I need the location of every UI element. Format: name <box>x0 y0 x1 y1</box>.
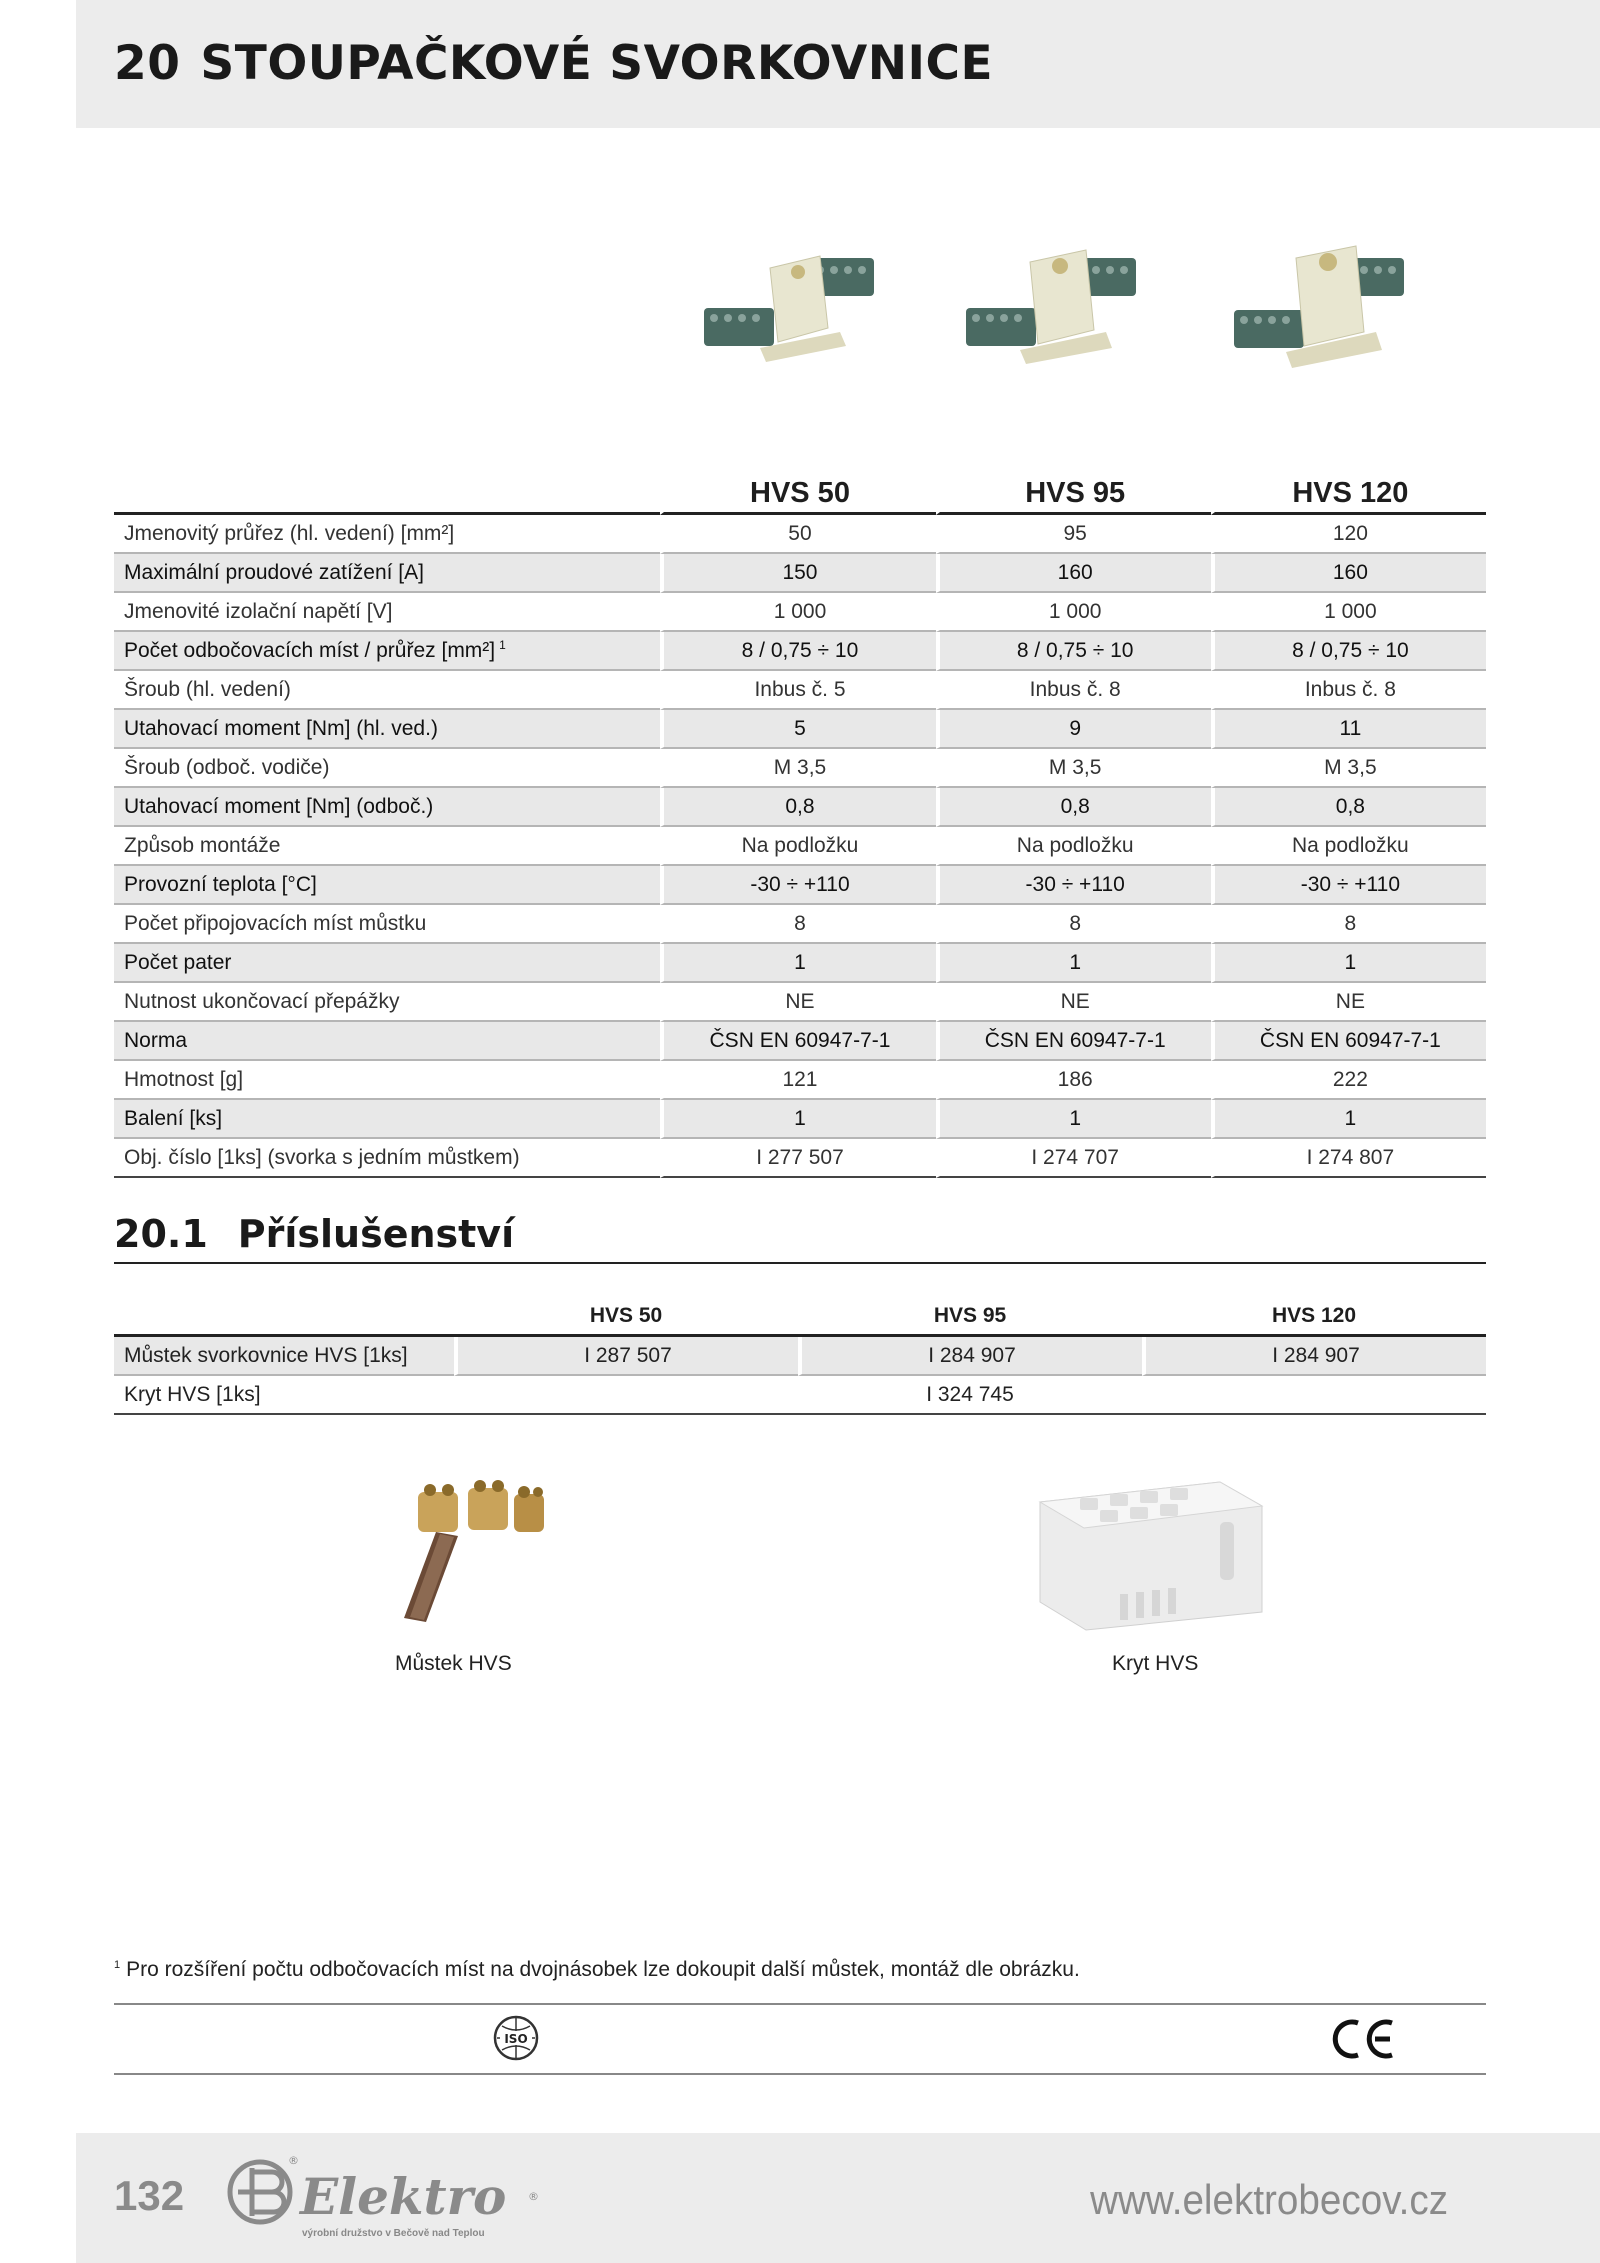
cell-value: 150 <box>660 554 935 593</box>
cell-value: Na podložku <box>936 827 1211 866</box>
table-row <box>114 1100 1486 1139</box>
certification-bar <box>114 2003 1486 2075</box>
terminal-block-icon <box>966 250 1136 364</box>
svg-text:®: ® <box>288 2154 299 2167</box>
table-row <box>114 1061 1486 1100</box>
row-label: Kryt HVS [1ks] <box>114 1376 454 1415</box>
cell-value: 50 <box>660 515 935 554</box>
row-label <box>114 632 660 671</box>
cell-value: 8 / 0,75 ÷ 10 <box>660 632 935 671</box>
cell-value: Inbus č. 8 <box>1211 671 1486 710</box>
svg-text:®: ® <box>528 2190 539 2203</box>
cell-value: 121 <box>660 1061 935 1100</box>
row-label: Utahovací moment [Nm] (odboč.) <box>114 788 660 827</box>
product-image-hvs-95 <box>962 238 1142 378</box>
bridge-caption: Můstek HVS <box>395 1652 512 1675</box>
cell-value: 1 <box>936 1100 1211 1139</box>
cell-value: 8 <box>660 905 935 944</box>
terminal-block-icon <box>1234 246 1404 368</box>
cell-value: I 324 745 <box>454 1376 1486 1415</box>
spec-header-blank <box>114 470 660 515</box>
table-row <box>114 710 1486 749</box>
cell-value: NE <box>1211 983 1486 1022</box>
cell-value: I 274 707 <box>936 1139 1211 1178</box>
row-label: Počet pater <box>114 944 660 983</box>
cell-value: 222 <box>1211 1061 1486 1100</box>
product-image-hvs-120 <box>1230 238 1410 378</box>
table-row <box>114 1022 1486 1061</box>
spec-table <box>114 470 1486 1178</box>
column-header-hvs-50: HVS 50 <box>454 1298 798 1337</box>
column-header-hvs-95: HVS 95 <box>798 1298 1142 1337</box>
cell-value: -30 ÷ +110 <box>1211 866 1486 905</box>
footnote-marker: 1 <box>114 1959 121 1971</box>
row-label-text: Počet odbočovacích míst / průřez [mm²] <box>124 639 496 662</box>
table-row <box>114 515 1486 554</box>
cell-value: 1 000 <box>660 593 935 632</box>
row-label: Můstek svorkovnice HVS [1ks] <box>114 1337 454 1376</box>
cell-value: M 3,5 <box>936 749 1211 788</box>
cell-value: I 284 907 <box>798 1337 1142 1376</box>
page-number: 132 <box>114 2172 185 2219</box>
column-header-hvs-120: HVS 120 <box>1211 470 1486 515</box>
table-row <box>114 1376 1486 1415</box>
section-title-text: Příslušenství <box>237 1212 515 1256</box>
accessories-header-blank <box>114 1298 454 1337</box>
section-number: 20.1 <box>114 1212 208 1256</box>
column-header-hvs-50: HVS 50 <box>660 470 935 515</box>
cell-value: 1 <box>660 1100 935 1139</box>
cell-value: 186 <box>936 1061 1211 1100</box>
website-link[interactable]: www.elektrobecov.cz <box>1090 2176 1448 2223</box>
bridge-image <box>396 1462 556 1632</box>
column-header-hvs-95: HVS 95 <box>936 470 1211 515</box>
terminal-block-icon <box>704 256 874 362</box>
cell-value: 1 000 <box>936 593 1211 632</box>
row-label: Šroub (hl. vedení) <box>114 671 660 710</box>
cover-icon <box>1040 1482 1262 1630</box>
cell-value: I 274 807 <box>1211 1139 1486 1178</box>
cell-value: 1 <box>1211 1100 1486 1139</box>
table-row <box>114 944 1486 983</box>
cell-value: ČSN EN 60947-7-1 <box>1211 1022 1486 1061</box>
table-row <box>114 554 1486 593</box>
accessories-table <box>114 1298 1486 1415</box>
cover-caption: Kryt HVS <box>1112 1652 1199 1675</box>
cell-value: 95 <box>936 515 1211 554</box>
row-label: Norma <box>114 1022 660 1061</box>
accessories-header-row <box>114 1298 1486 1337</box>
logo-wordmark: Elektro <box>300 2167 507 2226</box>
table-row <box>114 671 1486 710</box>
cell-value: Na podložku <box>660 827 935 866</box>
cell-value: ČSN EN 60947-7-1 <box>936 1022 1211 1061</box>
cell-value: NE <box>936 983 1211 1022</box>
iso-label: ISO <box>504 2032 528 2046</box>
row-label: Hmotnost [g] <box>114 1061 660 1100</box>
cover-image <box>1030 1462 1270 1634</box>
cell-value: 0,8 <box>1211 788 1486 827</box>
row-label: Šroub (odboč. vodiče) <box>114 749 660 788</box>
cell-value: 1 000 <box>1211 593 1486 632</box>
cell-value: ČSN EN 60947-7-1 <box>660 1022 935 1061</box>
iso-icon <box>492 2014 540 2062</box>
footnote <box>114 1958 1080 1982</box>
table-row <box>114 632 1486 671</box>
table-row <box>114 788 1486 827</box>
logo-tagline: výrobní družstvo v Bečově nad Teplou <box>302 2228 485 2239</box>
chapter-title <box>114 36 993 91</box>
product-image-hvs-50 <box>700 238 880 378</box>
table-row <box>114 1337 1486 1376</box>
table-row <box>114 1139 1486 1178</box>
cell-value: M 3,5 <box>660 749 935 788</box>
cell-value: 160 <box>1211 554 1486 593</box>
cell-value: M 3,5 <box>1211 749 1486 788</box>
row-label: Jmenovitý průřez (hl. vedení) [mm²] <box>114 515 660 554</box>
table-row <box>114 749 1486 788</box>
cell-value: NE <box>660 983 935 1022</box>
eb-monogram-icon <box>230 2154 299 2222</box>
cell-value: Na podložku <box>1211 827 1486 866</box>
cell-value: Inbus č. 5 <box>660 671 935 710</box>
row-label: Utahovací moment [Nm] (hl. ved.) <box>114 710 660 749</box>
cell-value: 8 / 0,75 ÷ 10 <box>936 632 1211 671</box>
cell-value: 160 <box>936 554 1211 593</box>
cell-value: I 277 507 <box>660 1139 935 1178</box>
cell-value: 1 <box>1211 944 1486 983</box>
row-label: Jmenovité izolační napětí [V] <box>114 593 660 632</box>
footnote-marker: 1 <box>499 638 506 652</box>
table-row <box>114 983 1486 1022</box>
bridge-icon <box>404 1480 544 1622</box>
cell-value: 8 <box>936 905 1211 944</box>
cell-value: 9 <box>936 710 1211 749</box>
row-label: Nutnost ukončovací přepážky <box>114 983 660 1022</box>
section-title <box>114 1212 1486 1264</box>
row-label: Balení [ks] <box>114 1100 660 1139</box>
ce-mark-icon <box>1328 2017 1398 2061</box>
cell-value: 5 <box>660 710 935 749</box>
cell-value: Inbus č. 8 <box>936 671 1211 710</box>
table-row <box>114 866 1486 905</box>
chapter-title-text: STOUPAČKOVÉ SVORKOVNICE <box>200 36 994 91</box>
spec-header-row <box>114 470 1486 515</box>
cell-value: I 287 507 <box>454 1337 798 1376</box>
cell-value: 1 <box>660 944 935 983</box>
row-label: Maximální proudové zatížení [A] <box>114 554 660 593</box>
cell-value: 120 <box>1211 515 1486 554</box>
row-label: Obj. číslo [1ks] (svorka s jedním můstkem) <box>114 1139 660 1178</box>
row-label: Způsob montáže <box>114 827 660 866</box>
table-row <box>114 593 1486 632</box>
cell-value: 11 <box>1211 710 1486 749</box>
cell-value: -30 ÷ +110 <box>660 866 935 905</box>
cell-value: 8 / 0,75 ÷ 10 <box>1211 632 1486 671</box>
cell-value: 1 <box>936 944 1211 983</box>
column-header-hvs-120: HVS 120 <box>1142 1298 1486 1337</box>
cell-value: -30 ÷ +110 <box>936 866 1211 905</box>
footnote-text: Pro rozšíření počtu odbočovacích míst na dvojnásobek lze dokoupit další můstek, montáž dle obrázku. <box>126 1958 1080 1981</box>
chapter-number: 20 <box>114 36 181 91</box>
row-label: Provozní teplota [°C] <box>114 866 660 905</box>
cell-value: 0,8 <box>660 788 935 827</box>
table-row <box>114 905 1486 944</box>
cell-value: 8 <box>1211 905 1486 944</box>
cell-value: 0,8 <box>936 788 1211 827</box>
table-row <box>114 827 1486 866</box>
cell-value: I 284 907 <box>1142 1337 1486 1376</box>
row-label: Počet připojovacích míst můstku <box>114 905 660 944</box>
